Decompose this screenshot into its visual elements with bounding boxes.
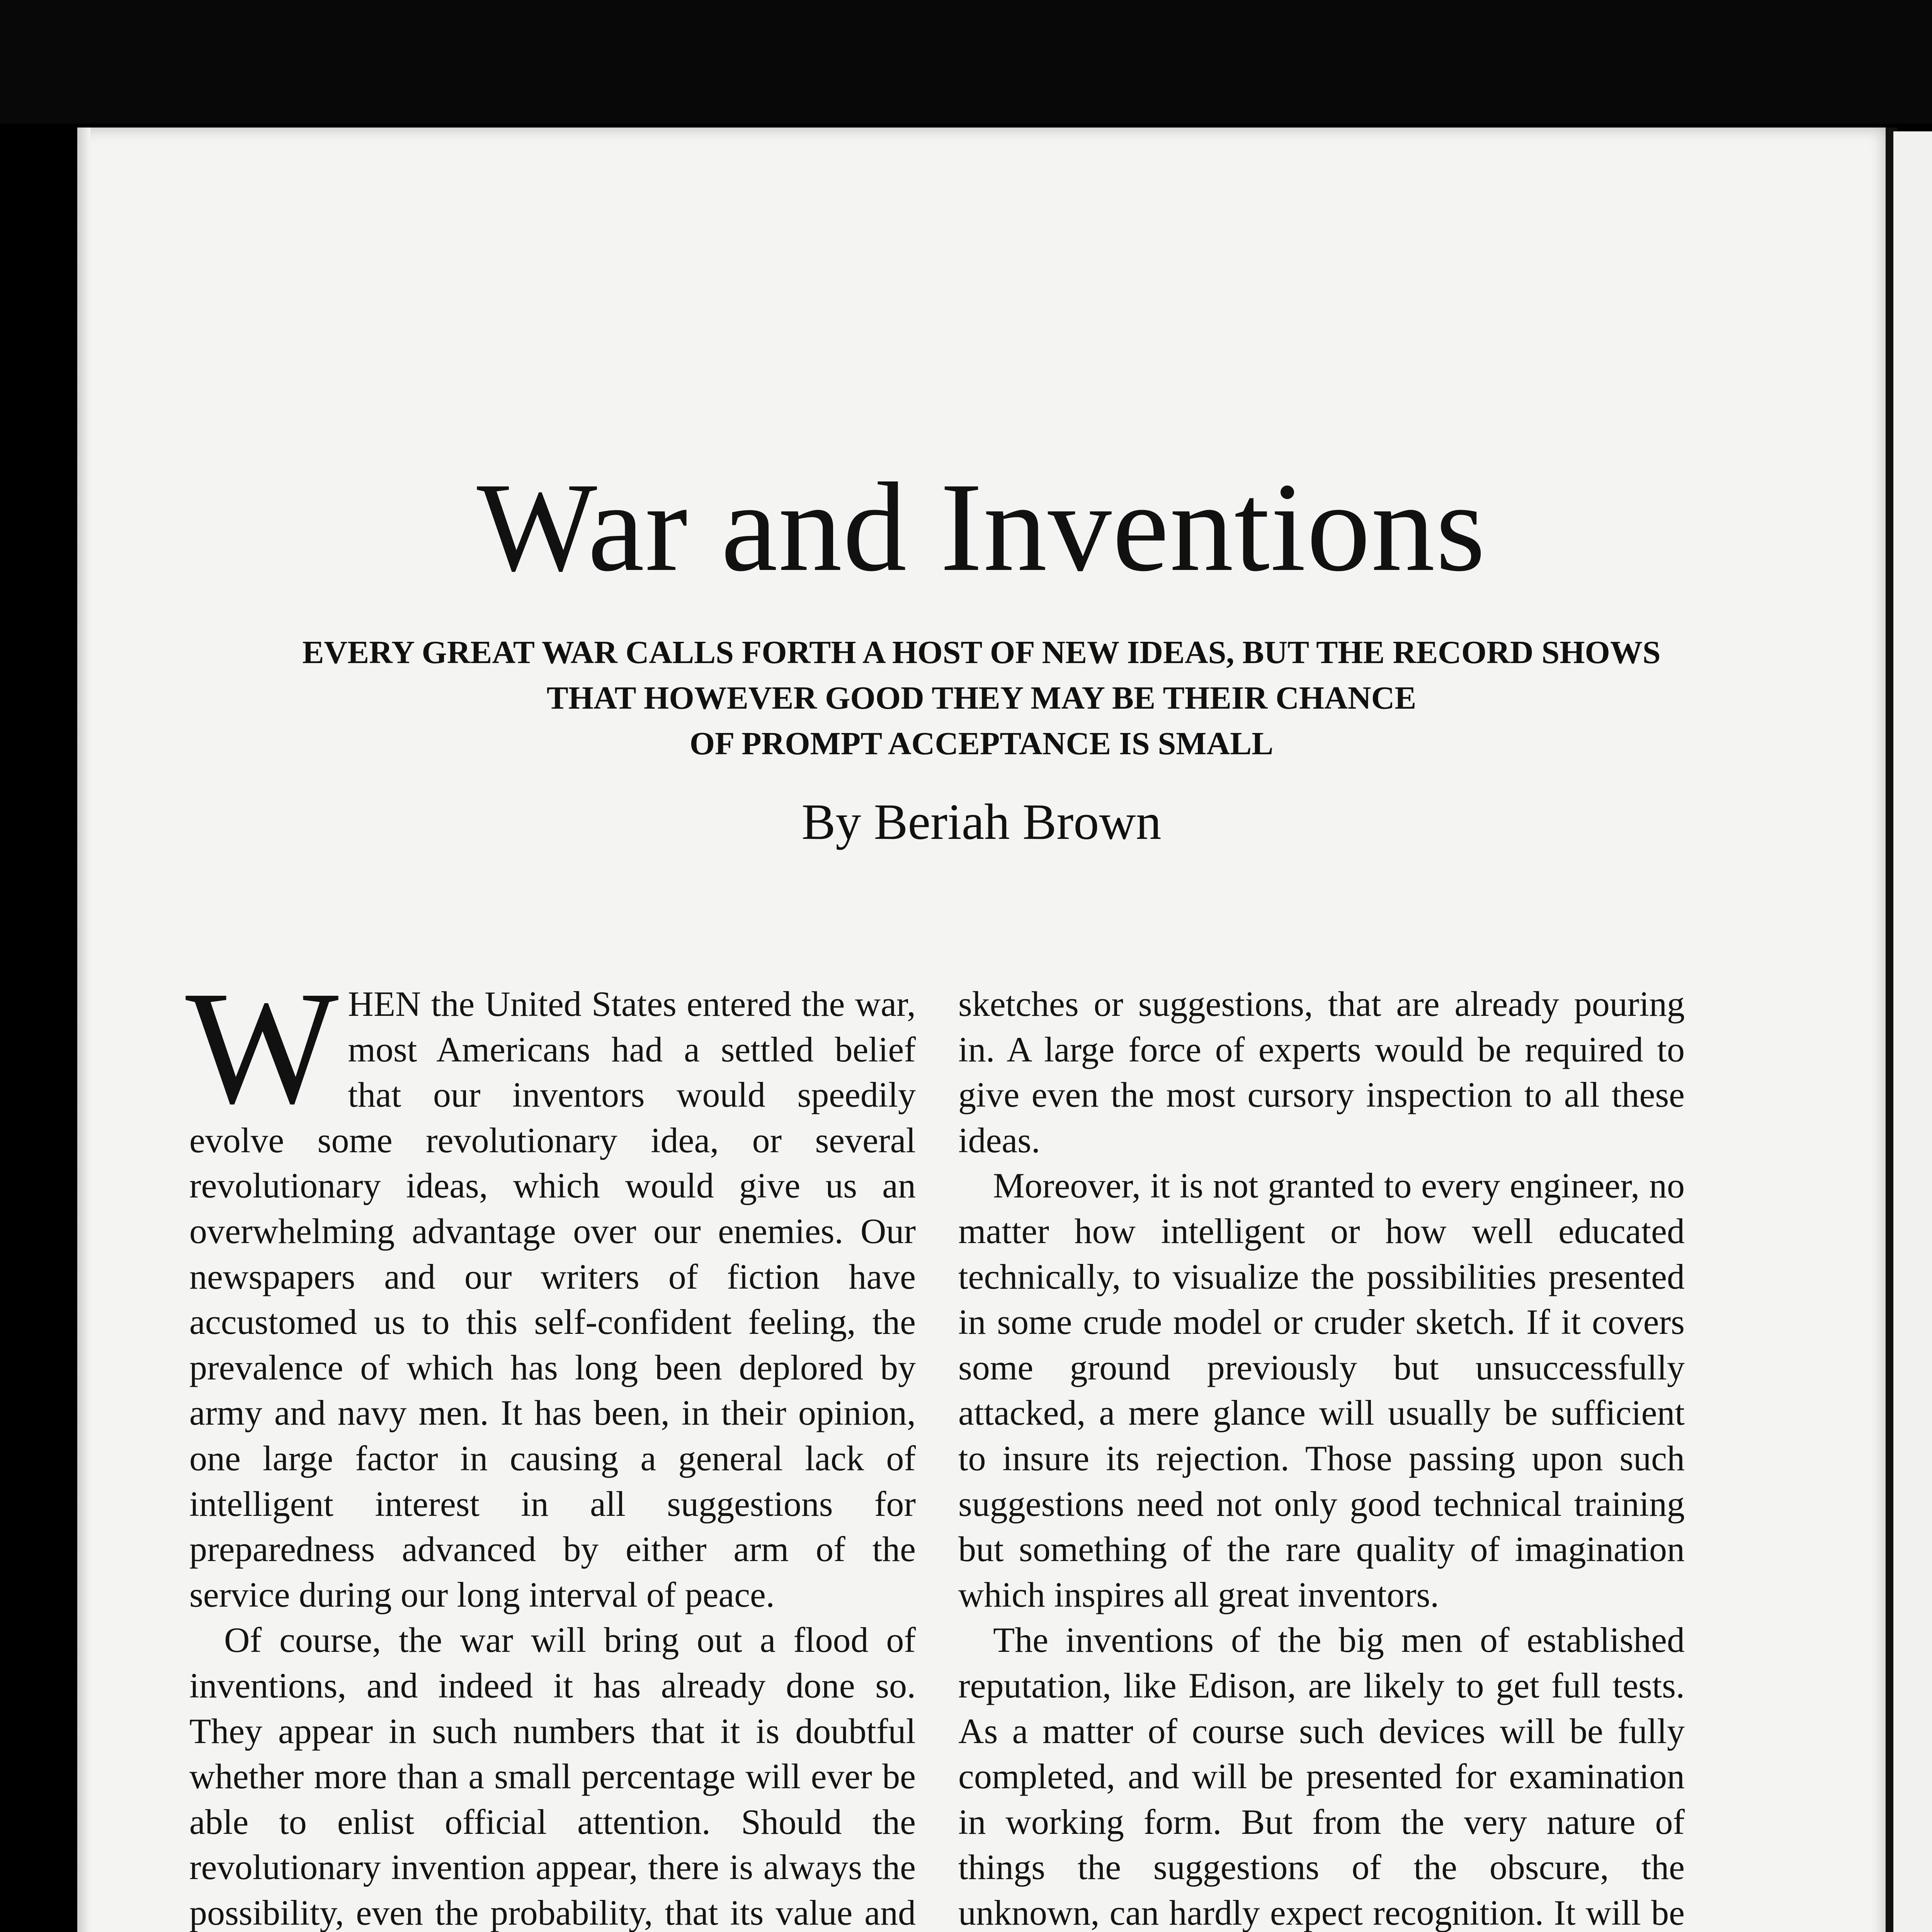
magazine-page (77, 128, 1886, 1932)
article-byline: By Beriah Brown (801, 793, 1162, 850)
body-paragraph: Of course, the war will bring out a flood of inventions, and indeed it has already done so. They appear in such numbers that it is doubtful whether more than a small percentage will ever be able to enlist official attention. Should the revolutionary invention appear, there is always the possibility, even the probability, that its value and (189, 1620, 916, 1932)
paragraph-text: HEN the United States entered the war, most Americans had a settled belief that our inventors would speedily evolve some revolutionary idea, or several revolutionary ideas, which would give us an overwhelming advantage over our enemies. Our newspapers and our writers of fiction have accustomed us to this self-confident feeling, the prevalence of which has long been deplored by army and navy men. It has been, in their opinion, one large factor in causing a general lack of intelligent interest in all suggestions for preparedness advanced by either arm of the service during our long interval of peace. (189, 984, 916, 1614)
subtitle-line: OF PROMPT ACCEPTANCE IS SMALL (689, 726, 1274, 762)
drop-cap: W (185, 957, 339, 1137)
facing-page-edge (1893, 131, 1932, 1932)
subtitle-line: THAT HOWEVER GOOD THEY MAY BE THEIR CHANCE (546, 680, 1417, 716)
body-column-left (185, 957, 916, 1932)
body-paragraph: sketches or suggestions, that are already pouring in. A large force of experts would be required to give even the most cursory inspection to all these ideas. (958, 984, 1685, 1160)
article-title: War and Inventions (476, 457, 1486, 598)
page-left-edge-shadow (77, 128, 90, 1932)
subtitle-line: EVERY GREAT WAR CALLS FORTH A HOST OF NEW IDEAS, BUT THE RECORD SHOWS (302, 634, 1661, 670)
body-paragraph (185, 957, 916, 1617)
body-paragraph: Moreover, it is not granted to every engineer, no matter how intelligent or how well educated technically, to visualize the possibilities presented in some crude model or cruder sketch. If it covers some ground previously but unsuccessfully attacked, a mere glance will usually be sufficient to insure its rejection. Those passing upon such suggestions need not only good technical training but something of the rare quality of imagination which inspires all great inventors. (958, 1166, 1685, 1614)
article-subtitle (178, 630, 1785, 767)
scan-background-top (0, 0, 1932, 124)
body-paragraph: The inventions of the big men of established reputation, like Edison, are likely to get full tests. As a matter of course such devices will be fully completed, and will be presented for examination in working form. But from the very nature of things the suggestions of the obscure, the unknown, can hardly expect recognition. It will be (958, 1620, 1685, 1932)
body-column-right (958, 981, 1685, 1932)
